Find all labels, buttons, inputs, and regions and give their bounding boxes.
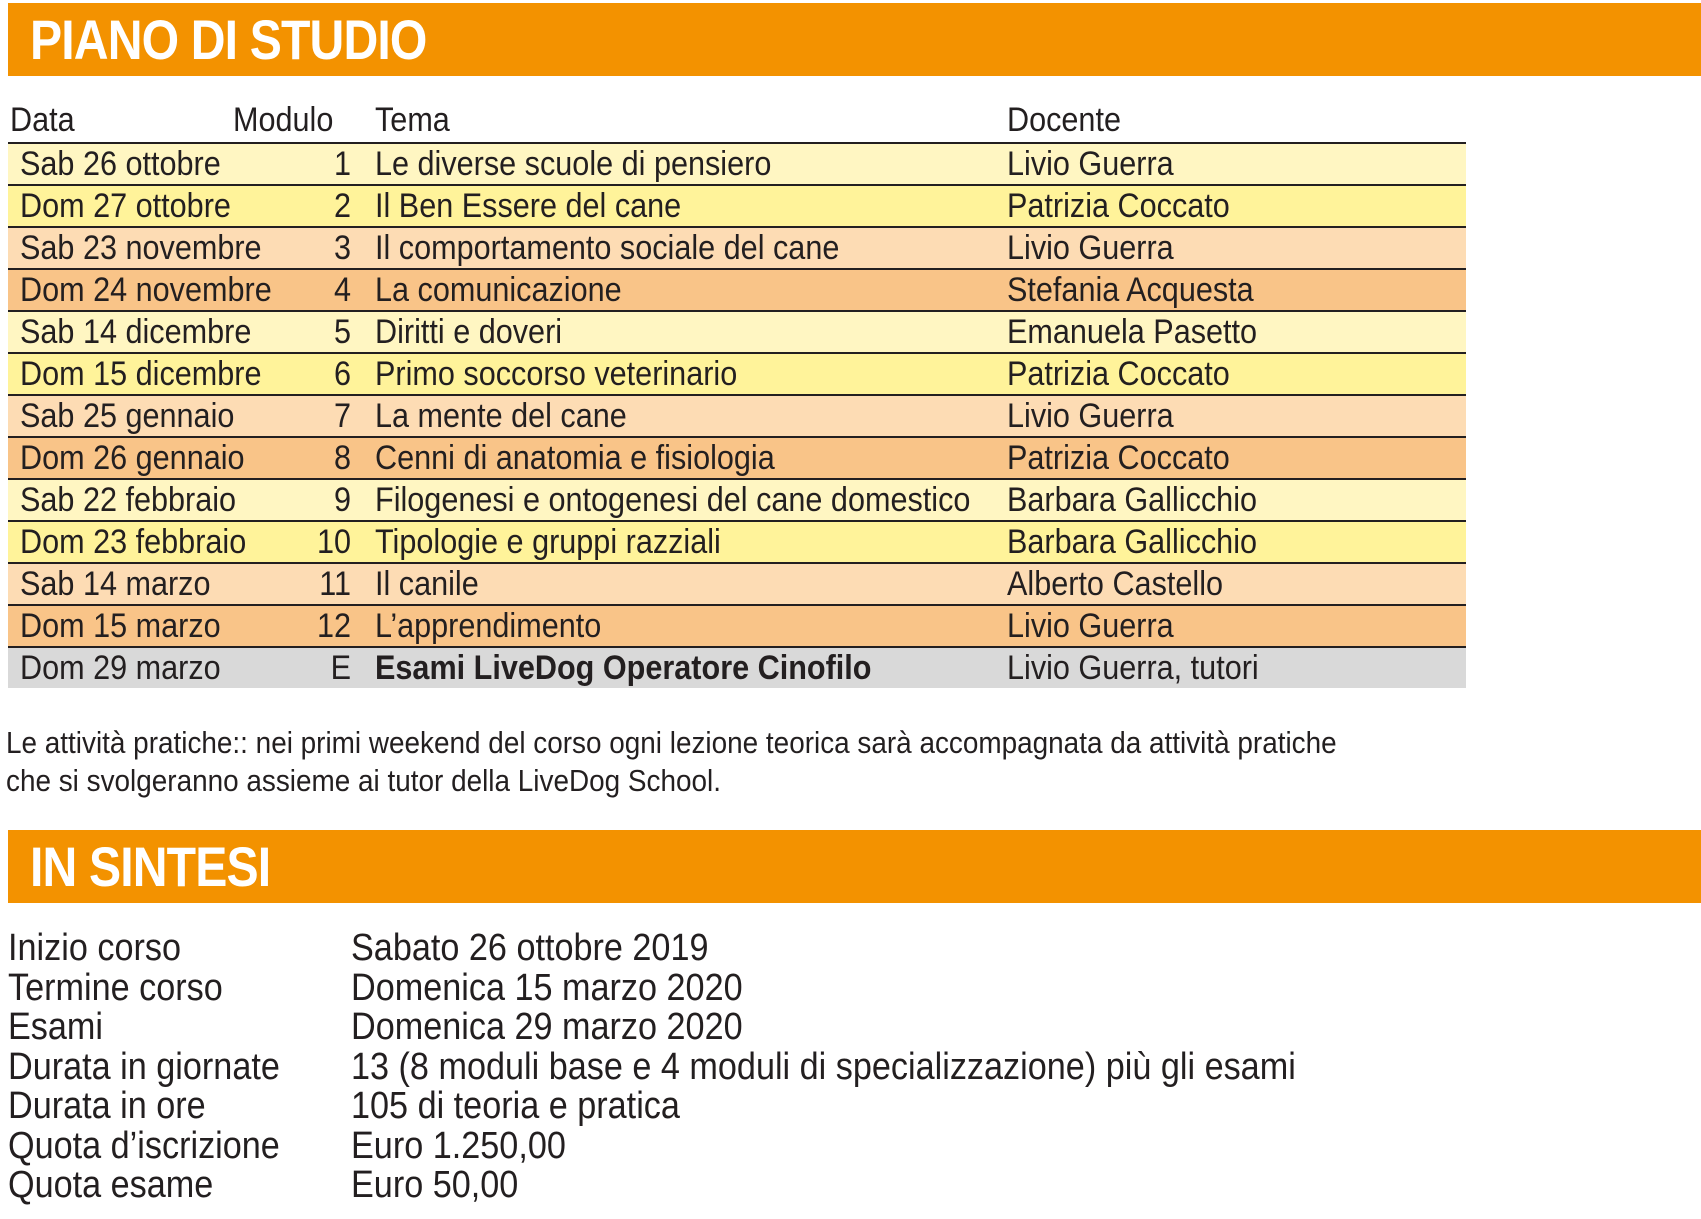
cell-docente: Patrizia Coccato	[1007, 186, 1230, 225]
cell-docente: Livio Guerra	[1007, 606, 1174, 645]
cell-modulo: 10	[316, 522, 351, 561]
cell-docente: Barbara Gallicchio	[1007, 522, 1258, 561]
summary-value: Euro 50,00	[351, 1164, 519, 1206]
cell-modulo: 7	[333, 396, 351, 435]
cell-tema: Cenni di anatomia e fisiologia	[375, 438, 775, 477]
cell-tema: Filogenesi e ontogenesi del cane domestico	[375, 480, 971, 519]
summary-row	[8, 968, 1608, 1008]
cell-modulo: 3	[333, 228, 351, 267]
cell-tema: Esami LiveDog Operatore Cinofilo	[375, 648, 872, 687]
summary-label: Esami	[8, 1006, 104, 1048]
cell-tema: Il Ben Essere del cane	[375, 186, 682, 225]
summary-label: Durata in giornate	[8, 1045, 280, 1088]
cell-data: Dom 29 marzo	[20, 648, 221, 687]
summary-row	[8, 1086, 1608, 1126]
cell-modulo: 1	[333, 144, 351, 183]
cell-docente: Livio Guerra	[1007, 396, 1174, 435]
cell-tema: Il comportamento sociale del cane	[375, 228, 840, 267]
table-row	[8, 186, 1466, 228]
cell-docente: Barbara Gallicchio	[1007, 480, 1258, 519]
cell-data: Dom 26 gennaio	[20, 438, 245, 477]
note-line: Le attività pratiche:: nei primi weekend del corso ogni lezione teorica sarà accompagnata da attività pratiche	[6, 725, 1337, 760]
table-row	[8, 480, 1466, 522]
table-row	[8, 228, 1466, 270]
table-row	[8, 144, 1466, 186]
cell-docente: Emanuela Pasetto	[1007, 312, 1258, 351]
summary-label: Termine corso	[8, 966, 223, 1009]
section-header-piano-di-studio	[8, 3, 1701, 76]
note-paragraph	[6, 724, 1410, 800]
summary-label: Quota d’iscrizione	[8, 1124, 280, 1167]
table-row	[8, 606, 1466, 648]
cell-data: Dom 15 marzo	[20, 606, 221, 645]
cell-tema: L’apprendimento	[375, 606, 602, 645]
note-line: che si svolgeranno assieme ai tutor della LiveDog School.	[6, 763, 721, 798]
cell-data: Sab 22 febbraio	[20, 480, 237, 519]
summary-value: Euro 1.250,00	[351, 1124, 566, 1167]
cell-docente: Alberto Castello	[1007, 564, 1224, 603]
cell-modulo: 8	[333, 438, 351, 477]
cell-data: Sab 26 ottobre	[20, 144, 221, 183]
cell-modulo: E	[330, 648, 351, 687]
cell-modulo: 2	[333, 186, 351, 225]
cell-tema: Diritti e doveri	[375, 312, 563, 351]
cell-docente: Livio Guerra	[1007, 144, 1174, 183]
summary-label: Inizio corso	[8, 927, 181, 969]
cell-data: Sab 14 dicembre	[20, 312, 252, 351]
cell-data: Sab 23 novembre	[20, 228, 262, 267]
header-tema: Tema	[375, 101, 450, 139]
table-row	[8, 312, 1466, 354]
cell-data: Dom 23 febbraio	[20, 522, 247, 561]
cell-tema: Tipologie e gruppi razziali	[375, 522, 721, 561]
table-row	[8, 648, 1466, 688]
cell-tema: Primo soccorso veterinario	[375, 354, 738, 393]
cell-docente: Patrizia Coccato	[1007, 354, 1230, 393]
cell-tema: La mente del cane	[375, 396, 627, 435]
cell-data: Dom 27 ottobre	[20, 186, 231, 225]
section-title: PIANO DI STUDIO	[30, 8, 427, 71]
summary-row	[8, 1126, 1608, 1166]
section-title: IN SINTESI	[30, 835, 271, 898]
cell-modulo: 12	[316, 606, 351, 645]
summary-list	[8, 928, 1608, 1205]
cell-docente: Stefania Acquesta	[1007, 270, 1254, 309]
summary-value: 13 (8 moduli base e 4 moduli di specializzazione) più gli esami	[351, 1045, 1296, 1088]
summary-value: Domenica 29 marzo 2020	[351, 1006, 743, 1048]
summary-row	[8, 1165, 1608, 1205]
cell-modulo: 4	[333, 270, 351, 309]
summary-label: Quota esame	[8, 1164, 214, 1206]
cell-docente: Livio Guerra	[1007, 228, 1174, 267]
table-row	[8, 522, 1466, 564]
header-data: Data	[10, 101, 75, 139]
summary-value: Domenica 15 marzo 2020	[351, 966, 743, 1009]
header-docente: Docente	[1007, 101, 1121, 139]
cell-tema: La comunicazione	[375, 270, 622, 309]
cell-docente: Patrizia Coccato	[1007, 438, 1230, 477]
table-row	[8, 438, 1466, 480]
table-row	[8, 354, 1466, 396]
table-row	[8, 270, 1466, 312]
summary-value: 105 di teoria e pratica	[351, 1085, 680, 1127]
cell-tema: Le diverse scuole di pensiero	[375, 144, 772, 183]
cell-modulo: 11	[319, 564, 351, 603]
cell-data: Sab 25 gennaio	[20, 396, 235, 435]
schedule-table	[8, 144, 1466, 688]
table-header	[8, 100, 1466, 144]
cell-data: Dom 15 dicembre	[20, 354, 262, 393]
cell-modulo: 6	[333, 354, 351, 393]
cell-modulo: 5	[333, 312, 351, 351]
header-modulo: Modulo	[233, 101, 334, 139]
table-row	[8, 396, 1466, 438]
cell-docente: Livio Guerra, tutori	[1007, 648, 1259, 687]
summary-row	[8, 1047, 1608, 1087]
summary-row	[8, 928, 1608, 968]
summary-row	[8, 1007, 1608, 1047]
cell-tema: Il canile	[375, 564, 479, 603]
cell-data: Sab 14 marzo	[20, 564, 211, 603]
summary-label: Durata in ore	[8, 1085, 206, 1127]
section-header-in-sintesi	[8, 830, 1701, 903]
cell-data: Dom 24 novembre	[20, 270, 272, 309]
cell-modulo: 9	[333, 480, 351, 519]
table-row	[8, 564, 1466, 606]
summary-value: Sabato 26 ottobre 2019	[351, 927, 709, 969]
